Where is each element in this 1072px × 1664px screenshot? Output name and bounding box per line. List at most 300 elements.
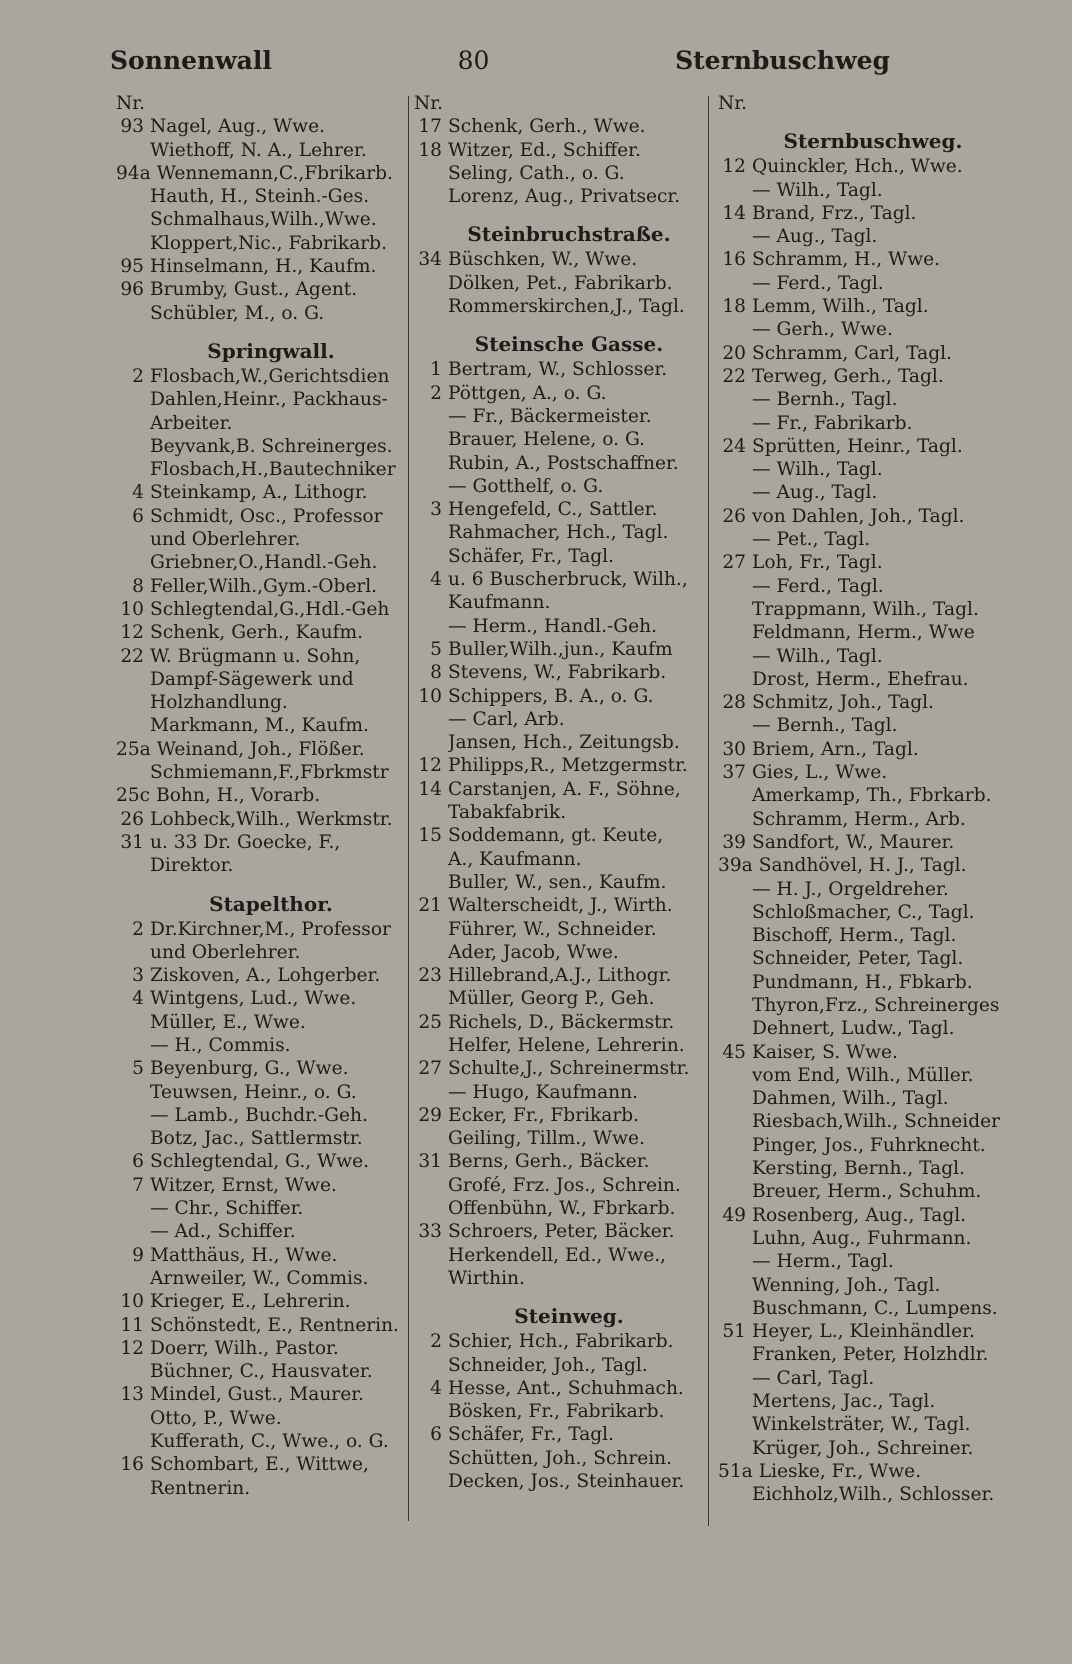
resident-entry: Ader, Jacob, Wwe. (448, 941, 619, 963)
house-number: 31 (120, 831, 144, 853)
directory-entry (116, 1314, 406, 1337)
house-number (718, 598, 752, 621)
directory-entry (414, 591, 704, 614)
house-number: 96 (120, 279, 144, 301)
column-1 (116, 92, 406, 1500)
resident-entry: Bischoff, Herm., Tagl. (752, 925, 957, 947)
resident-entry: — Gotthelf, o. G. (448, 475, 604, 497)
resident-entry: Schübler, M., o. G. (150, 302, 325, 324)
directory-entry (414, 918, 704, 941)
house-number (414, 1354, 448, 1377)
street-heading: Springwall. (207, 338, 335, 363)
house-number: 2 (132, 918, 144, 940)
resident-entry: Schippers, B. A., o. G. (448, 685, 654, 707)
resident-entry: Schramm, H., Wwe. (752, 249, 941, 271)
resident-entry: Sandfort, W., Maurer. (752, 831, 955, 853)
resident-entry: Schenk, Gerh., Kaufm. (150, 622, 364, 644)
house-number (414, 185, 448, 208)
resident-entry: Breuer, Herm., Schuhm. (752, 1181, 982, 1203)
resident-entry: Brauer, Helene, o. G. (448, 429, 646, 451)
house-number (116, 1104, 150, 1127)
house-number: 93 (120, 116, 144, 138)
house-number: 16 (722, 249, 746, 271)
house-number: 13 (120, 1384, 144, 1406)
house-number (414, 475, 448, 498)
resident-entry: Herkendell, Ed., Wwe., (448, 1244, 667, 1266)
resident-entry: Schroers, Peter, Bäcker. (448, 1221, 675, 1243)
house-number: 27 (722, 552, 746, 574)
directory-entry (718, 598, 1008, 621)
resident-entry: Riesbach,Wilh., Schneider (752, 1111, 1001, 1133)
directory-entry (718, 318, 1008, 341)
resident-entry: Tabakfabrik. (448, 802, 567, 824)
house-number: 6 (132, 1151, 144, 1173)
house-number (116, 1407, 150, 1430)
house-number: 14 (722, 202, 746, 224)
resident-entry: Beyenburg, G., Wwe. (150, 1058, 349, 1080)
directory-entry (116, 1174, 406, 1197)
directory-entry (718, 784, 1008, 807)
resident-entry: Lemm, Wilh., Tagl. (752, 296, 929, 318)
directory-entry (718, 878, 1008, 901)
resident-entry: Offenbühn, W., Fbrkarb. (448, 1198, 676, 1220)
directory-entry (116, 1290, 406, 1313)
house-number (414, 591, 448, 614)
resident-entry: Brand, Frz., Tagl. (752, 202, 917, 224)
directory-entry (414, 1197, 704, 1220)
resident-entry: — Fr., Bäckermeister. (448, 405, 652, 427)
directory-entry (718, 551, 1008, 574)
directory-entry (414, 162, 704, 185)
directory-entry (414, 1400, 704, 1423)
house-number: 6 (132, 505, 144, 527)
resident-entry: Schloßmacher, C., Tagl. (752, 901, 975, 923)
house-number: 29 (418, 1104, 442, 1126)
house-number (116, 1011, 150, 1034)
column-divider (408, 96, 409, 1521)
house-number: 10 (120, 1291, 144, 1313)
directory-entry (718, 901, 1008, 924)
directory-entry (414, 295, 704, 318)
directory-entry (414, 1354, 704, 1377)
resident-entry: Buller,Wilh.,jun., Kaufm (448, 638, 673, 660)
directory-entry (414, 1220, 704, 1243)
directory-entry (116, 458, 406, 481)
directory-entry (116, 255, 406, 278)
directory-entry (116, 528, 406, 551)
resident-entry: Pinger, Jos., Fuhrknecht. (752, 1134, 986, 1156)
house-number: 33 (418, 1221, 442, 1243)
house-number: 18 (722, 296, 746, 318)
resident-entry: Buller, W., sen., Kaufm. (448, 871, 667, 893)
resident-entry: Kaiser, S. Wwe. (752, 1041, 898, 1063)
house-number (718, 1180, 752, 1203)
resident-entry: Wiethoff, N. A., Lehrer. (150, 139, 367, 161)
resident-entry: Luhn, Aug., Fuhrmann. (752, 1227, 972, 1249)
directory-entry (414, 1377, 704, 1400)
directory-entry (414, 272, 704, 295)
house-number: 22 (120, 645, 144, 667)
house-number: 10 (120, 598, 144, 620)
directory-entry (414, 894, 704, 917)
directory-entry (116, 1150, 406, 1173)
resident-entry: Griebner,O.,Handl.-Geh. (150, 552, 378, 574)
resident-entry: — Fr., Fabrikarb. (752, 412, 913, 434)
directory-entry (414, 964, 704, 987)
resident-entry: Schenk, Gerh., Wwe. (448, 116, 646, 138)
directory-entry (116, 784, 406, 807)
directory-entry (718, 481, 1008, 504)
house-number (414, 272, 448, 295)
house-number (718, 1064, 752, 1087)
resident-entry: Schlegtendal, G., Wwe. (150, 1151, 370, 1173)
resident-entry: Thyron,Frz., Schreinerges (752, 994, 1000, 1016)
resident-entry: Schneider, Joh., Tagl. (448, 1354, 648, 1376)
directory-entry (718, 225, 1008, 248)
resident-entry: Beyvank,B. Schreinerges. (150, 435, 393, 457)
directory-entry (116, 738, 406, 761)
resident-entry: Drost, Herm., Ehefrau. (752, 668, 969, 690)
directory-entry (414, 638, 704, 661)
resident-entry: Holzhandlung. (150, 692, 288, 714)
directory-entry (116, 941, 406, 964)
resident-entry: Markmann, M., Kaufm. (150, 715, 369, 737)
directory-entry (414, 475, 704, 498)
house-number: 24 (722, 435, 746, 457)
resident-entry: Lieske, Fr., Wwe. (758, 1460, 922, 1482)
house-number (718, 1087, 752, 1110)
resident-entry: — Bernh., Tagl. (752, 389, 898, 411)
directory-entry (414, 1104, 704, 1127)
resident-entry: — Bernh., Tagl. (752, 715, 898, 737)
resident-entry: Lorenz, Aug., Privatsecr. (448, 186, 681, 208)
resident-entry: Mertens, Jac., Tagl. (752, 1391, 936, 1413)
house-number: 5 (430, 638, 442, 660)
house-number (116, 941, 150, 964)
resident-entry: Matthäus, H., Wwe. (150, 1244, 338, 1266)
resident-entry: — Pet., Tagl. (752, 529, 871, 551)
directory-entry (718, 248, 1008, 271)
house-number: 16 (120, 1454, 144, 1476)
house-number (718, 645, 752, 668)
directory-entry (718, 854, 1008, 877)
directory-entry (718, 342, 1008, 365)
house-number (116, 1127, 150, 1150)
directory-entry (116, 481, 406, 504)
house-number (718, 714, 752, 737)
house-number (414, 295, 448, 318)
resident-entry: Schütten, Joh., Schrein. (448, 1447, 673, 1469)
resident-entry: Dampf-Sägewerk und (150, 668, 354, 690)
directory-entry (414, 545, 704, 568)
resident-entry: — Carl, Tagl. (752, 1367, 875, 1389)
directory-entry (414, 1267, 704, 1290)
directory-entry (116, 621, 406, 644)
directory-entry (116, 505, 406, 528)
resident-entry: Schmidt, Osc., Professor (150, 505, 383, 527)
house-number (116, 1220, 150, 1243)
directory-entry (414, 1127, 704, 1150)
house-number: 26 (120, 808, 144, 830)
resident-entry: Botz, Jac., Sattlermstr. (150, 1128, 363, 1150)
house-number: 26 (722, 505, 746, 527)
resident-entry: Kaufmann. (448, 592, 551, 614)
resident-entry: Decken, Jos., Steinhauer. (448, 1471, 685, 1493)
house-number (116, 1360, 150, 1383)
house-number: 21 (418, 895, 442, 917)
house-number: 23 (418, 965, 442, 987)
house-number (414, 162, 448, 185)
directory-entry (116, 854, 406, 877)
directory-entry (718, 645, 1008, 668)
house-number (414, 1267, 448, 1290)
house-number (718, 528, 752, 551)
house-number (718, 272, 752, 295)
directory-entry (718, 668, 1008, 691)
house-number: 39 (722, 831, 746, 853)
house-number (116, 1034, 150, 1057)
resident-entry: und Oberlehrer. (150, 529, 301, 551)
directory-entry (116, 831, 406, 854)
directory-entry (116, 918, 406, 941)
house-number (116, 691, 150, 714)
resident-entry: Feller,Wilh.,Gym.-Oberl. (150, 575, 378, 597)
directory-entry (116, 808, 406, 831)
house-number: 28 (722, 692, 746, 714)
house-number: 12 (722, 156, 746, 178)
resident-entry: Kersting, Bernh., Tagl. (752, 1158, 965, 1180)
directory-entry (718, 435, 1008, 458)
resident-entry: Nagel, Aug., Wwe. (150, 116, 326, 138)
house-number (718, 179, 752, 202)
house-number (718, 1227, 752, 1250)
resident-entry: — Carl, Arb. (448, 708, 565, 730)
resident-entry: Weinand, Joh., Flößer. (156, 738, 365, 760)
directory-entry (116, 302, 406, 325)
house-number (718, 901, 752, 924)
resident-entry: — Wilh., Tagl. (752, 459, 883, 481)
resident-entry: — Ferd., Tagl. (752, 272, 884, 294)
directory-entry (718, 1134, 1008, 1157)
directory-entry (718, 575, 1008, 598)
directory-entry (116, 1104, 406, 1127)
resident-entry: Franken, Peter, Holzhdlr. (752, 1344, 989, 1366)
house-number (718, 575, 752, 598)
directory-entry (116, 1244, 406, 1267)
house-number: 4 (430, 569, 442, 591)
directory-entry (116, 208, 406, 231)
directory-entry (414, 685, 704, 708)
directory-entry (414, 1470, 704, 1493)
directory-entry (718, 924, 1008, 947)
house-number: 10 (418, 685, 442, 707)
house-number (718, 1367, 752, 1390)
house-number (116, 761, 150, 784)
resident-entry: Hauth, H., Steinh.-Ges. (150, 186, 370, 208)
resident-entry: — Herm., Tagl. (752, 1251, 894, 1273)
resident-entry: — H. J., Orgeldreher. (752, 878, 949, 900)
house-number: 4 (132, 482, 144, 504)
house-number (718, 1297, 752, 1320)
directory-entry (414, 1330, 704, 1353)
resident-entry: — Wilh., Tagl. (752, 179, 883, 201)
resident-entry: — Aug., Tagl. (752, 226, 878, 248)
resident-entry: Hengefeld, C., Sattler. (448, 499, 658, 521)
resident-entry: Heyer, L., Kleinhändler. (752, 1321, 975, 1343)
directory-entry (718, 994, 1008, 1017)
house-number: 20 (722, 342, 746, 364)
directory-entry (414, 824, 704, 847)
resident-entry: Lohbeck,Wilh., Werkmstr. (150, 808, 393, 830)
house-number (414, 987, 448, 1010)
resident-entry: Wirthin. (448, 1267, 525, 1289)
resident-entry: Krüger, Joh., Schreiner. (752, 1437, 974, 1459)
house-number (414, 801, 448, 824)
directory-entry (718, 202, 1008, 225)
resident-entry: Schäfer, Fr., Tagl. (448, 1424, 615, 1446)
directory-entry (414, 941, 704, 964)
house-number: 22 (722, 365, 746, 387)
street-heading: Steinweg. (514, 1304, 624, 1329)
column-2 (414, 92, 704, 1493)
street-heading: Steinbruchstraße. (467, 222, 671, 247)
directory-entry (718, 1227, 1008, 1250)
house-number: 25 (418, 1011, 442, 1033)
resident-entry: Winkelsträter, W., Tagl. (752, 1414, 971, 1436)
house-number (718, 1110, 752, 1133)
resident-entry: Schombart, E., Wittwe, (150, 1454, 369, 1476)
resident-entry: Witzer, Ernst, Wwe. (150, 1174, 337, 1196)
house-number (718, 318, 752, 341)
directory-entry (116, 1407, 406, 1430)
directory-entry (414, 1174, 704, 1197)
directory-entry (414, 778, 704, 801)
house-number (718, 1017, 752, 1040)
house-number (116, 854, 150, 877)
house-number: 3 (132, 965, 144, 987)
house-number (116, 1197, 150, 1220)
house-number: 17 (418, 116, 442, 138)
house-number: 15 (418, 825, 442, 847)
resident-entry: Pöttgen, A., o. G. (448, 382, 607, 404)
resident-entry: Jansen, Hch., Zeitungsb. (448, 732, 680, 754)
directory-entry (718, 808, 1008, 831)
column-nr-label (414, 92, 704, 115)
house-number: 49 (722, 1204, 746, 1226)
resident-entry: Sprütten, Heinr., Tagl. (752, 435, 963, 457)
resident-entry: Direktor. (150, 855, 234, 877)
directory-entry (718, 295, 1008, 318)
directory-entry (116, 1034, 406, 1057)
directory-entry (718, 1204, 1008, 1227)
directory-entry (718, 621, 1008, 644)
street-heading: Steinsche Gasse. (474, 332, 664, 357)
house-number: 51 (722, 1321, 746, 1343)
directory-entry (414, 708, 704, 731)
directory-entry (116, 551, 406, 574)
header-right-street: Sternbuschweg (675, 46, 890, 75)
directory-entry (414, 382, 704, 405)
directory-entry (414, 521, 704, 544)
directory-entry (414, 115, 704, 138)
directory-entry (718, 1064, 1008, 1087)
directory-entry (718, 388, 1008, 411)
street-heading: Sternbuschweg. (783, 129, 963, 154)
resident-entry: Wennemann,C.,Fbrikarb. (156, 162, 393, 184)
resident-entry: Rubin, A., Postschaffner. (448, 452, 679, 474)
resident-entry: Schmiemann,F.,Fbrkmstr (150, 762, 389, 784)
directory-entry (718, 831, 1008, 854)
house-number: 4 (132, 988, 144, 1010)
house-number (116, 714, 150, 737)
house-number (414, 405, 448, 428)
directory-entry (116, 598, 406, 621)
resident-entry: W. Brügmann u. Sohn, (150, 645, 361, 667)
directory-entry (718, 1110, 1008, 1133)
directory-entry (116, 412, 406, 435)
house-number (116, 528, 150, 551)
resident-entry: Schulte,J., Schreinermstr. (448, 1058, 690, 1080)
house-number: 14 (418, 778, 442, 800)
resident-entry: Büschken, W., Wwe. (448, 249, 638, 271)
directory-entry (116, 1011, 406, 1034)
directory-entry (116, 185, 406, 208)
directory-entry (718, 1390, 1008, 1413)
resident-entry: Flosbach,H.,Bautechniker (150, 459, 396, 481)
directory-entry (718, 528, 1008, 551)
directory-entry (116, 1081, 406, 1104)
house-number (414, 1400, 448, 1423)
directory-entry (116, 1430, 406, 1453)
directory-entry (414, 1150, 704, 1173)
house-number: 8 (132, 575, 144, 597)
resident-entry: u. 33 Dr. Goecke, F., (150, 831, 341, 853)
directory-entry (718, 1250, 1008, 1273)
house-number: 95 (120, 256, 144, 278)
house-number: 45 (722, 1041, 746, 1063)
resident-entry: — Chr., Schiffer. (150, 1198, 304, 1220)
house-number (116, 1430, 150, 1453)
resident-entry: Teuwsen, Heinr., o. G. (150, 1081, 357, 1103)
house-number (414, 731, 448, 754)
directory-entry (414, 801, 704, 824)
resident-entry: Seling, Cath., o. G. (448, 162, 625, 184)
resident-entry: Krieger, E., Lehrerin. (150, 1291, 351, 1313)
house-number (414, 708, 448, 731)
house-number (414, 428, 448, 451)
resident-entry: Kloppert,Nic., Fabrikarb. (150, 232, 387, 254)
directory-entry (116, 1337, 406, 1360)
directory-entry (718, 1413, 1008, 1436)
directory-entry (414, 848, 704, 871)
directory-entry (116, 987, 406, 1010)
resident-entry: Walterscheidt, J., Wirth. (448, 895, 673, 917)
resident-entry: Wenning, Joh., Tagl. (752, 1274, 941, 1296)
directory-entry (718, 947, 1008, 970)
resident-entry: Ziskoven, A., Lohgerber. (150, 965, 381, 987)
directory-entry (718, 1483, 1008, 1506)
directory-entry (116, 964, 406, 987)
house-number (718, 971, 752, 994)
directory-entry (718, 761, 1008, 784)
page-number: 80 (457, 46, 490, 75)
resident-entry: Dahlen,Heinr., Packhaus- (150, 389, 388, 411)
directory-entry (414, 405, 704, 428)
resident-entry: — H., Commis. (150, 1034, 291, 1056)
house-number (718, 1437, 752, 1460)
house-number (414, 871, 448, 894)
directory-entry (718, 179, 1008, 202)
